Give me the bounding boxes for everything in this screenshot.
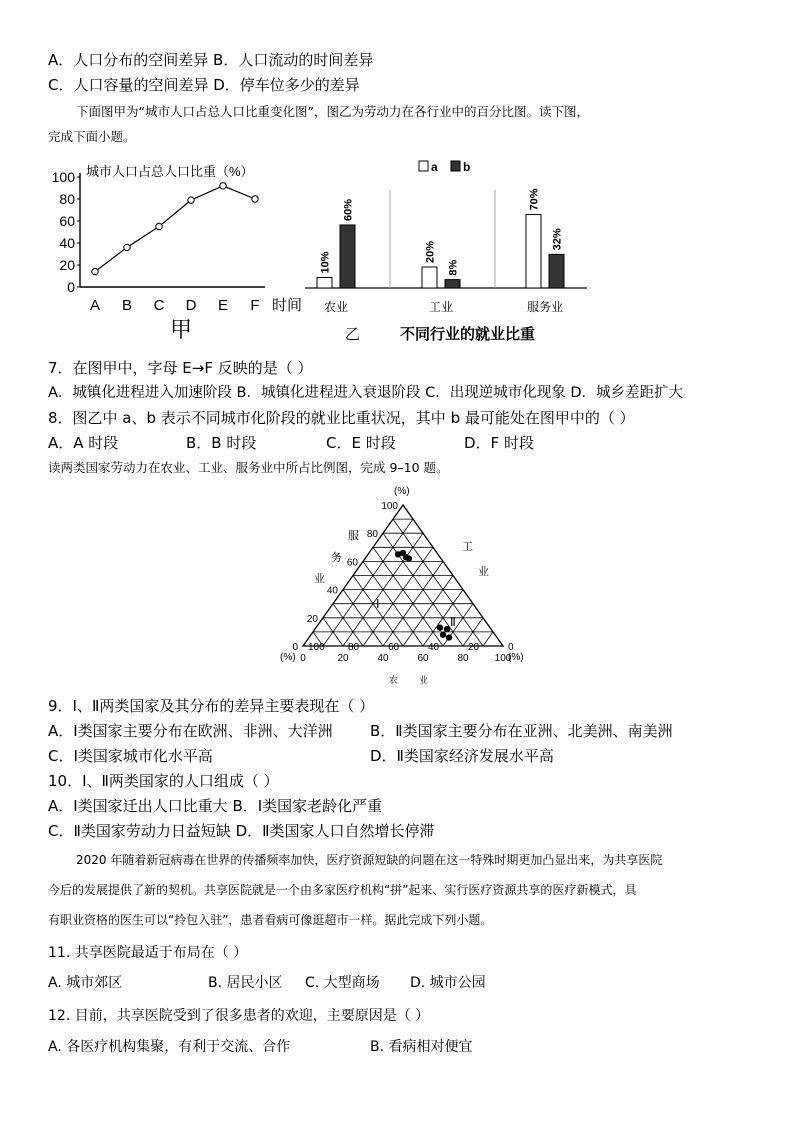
chart-jia-ytick-label: 60 <box>59 213 75 229</box>
chart-jia-label: 甲 <box>170 317 193 342</box>
legend-a-label: a <box>431 160 438 174</box>
ternary-tick-left: 80 <box>366 529 378 541</box>
q9-option-b: B．Ⅱ类国家主要分布在亚洲、北美洲、南美洲 <box>370 722 673 740</box>
q6-options-line2: C．人口容量的空间差异 D．停车位多少的差异 <box>48 76 360 94</box>
ternary-grid-line <box>363 547 433 646</box>
chart-jia-ytick-label: 100 <box>51 169 75 185</box>
q11-option-d: D. 城市公园 <box>410 975 486 991</box>
q9-option-a: A．Ⅰ类国家主要分布在欧洲、非洲、大洋洲 <box>48 722 333 740</box>
q8-stem: 8．图乙中 a、b 表示不同城市化阶段的就业比重状况，其中 b 最可能处在图甲中的（ ） <box>48 409 635 427</box>
ternary-tick-left: 40 <box>326 585 338 597</box>
ternary-axis-name-industry: 工 <box>462 541 473 553</box>
q12-stem: 12. 目前，共享医院受到了很多患者的欢迎，主要原因是（ ） <box>48 1008 430 1024</box>
chart-jia-xlabel: 时间 <box>272 297 303 314</box>
chart-yi-bar-value-label: 8% <box>447 259 460 276</box>
chart-jia-ytick-label: 20 <box>59 257 75 273</box>
q9-option-d: D．Ⅱ类国家经济发展水平高 <box>370 747 554 765</box>
q8-option-d: D．F 时段 <box>464 434 534 452</box>
chart-jia-xtick-label: C <box>153 297 165 314</box>
chart-yi-label: 乙 <box>345 326 361 343</box>
chart-jia-point <box>252 196 258 202</box>
chart-yi-bar-value-label: 60% <box>342 198 355 221</box>
ternary-axis-name-agriculture: 业 <box>419 675 429 685</box>
q8-option-a: A．A 时段 <box>48 434 119 452</box>
chart-jia-ytick-label: 0 <box>67 279 75 295</box>
q6-options-line1: A．人口分布的空间差异 B．人口流动的时间差异 <box>48 51 374 69</box>
ternary-axis-name-agriculture: 农 <box>389 675 399 685</box>
chart-yi-category-label: 工业 <box>428 300 454 314</box>
ternary-tick-bottom: 40 <box>377 653 389 664</box>
chart-yi-bar-a <box>422 267 437 288</box>
q12-option-a: A. 各医疗机构集聚，有利于交流、合作 <box>48 1039 291 1055</box>
ternary-tick-left: 20 <box>306 613 318 625</box>
ternary-point-group-2 <box>440 632 446 638</box>
ternary-grid-line <box>333 604 363 646</box>
q10-options-line2: C．Ⅱ类国家劳动力日益短缺 D．Ⅱ类国家人口自然增长停滞 <box>48 822 435 840</box>
chart-jia-point <box>92 268 98 274</box>
ternary-tick-bottom: 100 <box>494 653 512 664</box>
ternary-tick-bottom: 80 <box>457 653 469 664</box>
legend-b-label: b <box>463 160 471 174</box>
chart-yi-title: 不同行业的就业比重 <box>400 326 536 343</box>
chart-jia-point <box>124 244 130 250</box>
q9-stem: 9．Ⅰ、Ⅱ两类国家及其分布的差异主要表现在（ ） <box>48 697 375 715</box>
q10-stem: 10．Ⅰ、Ⅱ两类国家的人口组成（ ） <box>48 772 279 790</box>
ternary-diagram <box>270 478 540 686</box>
chart-jia-point <box>188 197 194 203</box>
chart-yi-bar-value-label: 32% <box>551 228 564 251</box>
chart-jia-xtick-label: E <box>217 297 229 314</box>
ternary-tick-left: 0 <box>292 642 298 653</box>
chart-yi-bar-value-label: 20% <box>424 240 437 263</box>
intro-7-8-line1: 下面图甲为“城市人口占总人口比重变化图”，图乙为劳动力在各行业中的百分比图。读下图， <box>76 104 589 119</box>
chart-jia-ytick-label: 80 <box>59 191 75 207</box>
ternary-tick-right: 40 <box>428 642 440 653</box>
chart-yi-category-label: 服务业 <box>526 300 564 314</box>
chart-yi-bar-a <box>317 278 332 289</box>
ternary-tick-right: 20 <box>468 642 480 653</box>
q11-option-c: C. 大型商场 <box>305 975 380 991</box>
q9-option-c: C．Ⅰ类国家城市化水平高 <box>48 747 213 765</box>
ternary-axis-name-services: 服 <box>348 530 359 542</box>
ternary-tick-left: 100 <box>381 501 398 512</box>
q11-option-b: B. 居民小区 <box>208 975 283 991</box>
chart-jia-ytick-label: 40 <box>59 235 75 251</box>
chart-jia-line <box>40 155 310 345</box>
q12-option-b: B. 看病相对便宜 <box>370 1039 473 1055</box>
ternary-point-group-2 <box>446 634 452 640</box>
chart-jia-xtick-label: D <box>185 297 197 314</box>
q11-stem: 11. 共享医院最适于布局在（ ） <box>48 945 248 961</box>
ternary-grid-line <box>483 632 493 646</box>
chart-yi-bar-b <box>549 254 564 288</box>
ternary-tick-right: 100 <box>308 642 325 653</box>
q8-option-c: C．E 时段 <box>326 434 396 452</box>
ternary-tick-right: 0 <box>508 642 514 653</box>
intro-11-12-line3: 有职业资格的医生可以“拎包入驻”，患者看病可像逛超市一样。据此完成下列小题。 <box>48 913 493 927</box>
chart-jia-title: 城市人口占总人口比重（%） <box>86 164 254 179</box>
ternary-grid-line <box>373 547 443 646</box>
chart-jia-xtick-label: A <box>89 297 101 314</box>
ternary-tick-right: 80 <box>348 642 360 653</box>
q10-options-line1: A．Ⅰ类国家迁出人口比重大 B．Ⅰ类国家老龄化严重 <box>48 797 383 815</box>
intro-11-12-line2: 今后的发展提供了新的契机。共享医院就是一个由多家医疗机构“拼”起来、实行医疗资源共享的医疗新模式，具 <box>48 883 637 897</box>
chart-yi-legend <box>419 160 470 174</box>
q7-options: A．城镇化进程进入加速阶段 B．城镇化进程进入衰退阶段 C．出现逆城市化现象 D．城乡差距扩大 <box>48 385 683 401</box>
ternary-right-unit: (%) <box>508 652 524 663</box>
ternary-tick-bottom: 20 <box>337 653 349 664</box>
ternary-top-unit: (%) <box>394 486 410 497</box>
ternary-group-2-label: Ⅱ <box>450 615 456 629</box>
ternary-point-group-1 <box>406 555 412 561</box>
chart-jia-point <box>156 223 162 229</box>
ternary-left-unit: (%) <box>280 652 296 663</box>
intro-11-12-line1: 2020 年随着新冠病毒在世界的传播频率加快，医疗资源短缺的问题在这一特殊时期更加凸显出来，为共享医院 <box>76 853 663 867</box>
q11-option-a: A. 城市郊区 <box>48 975 123 991</box>
q8-option-b: B．B 时段 <box>186 434 257 452</box>
chart-yi-bar-value-label: 70% <box>528 188 541 211</box>
ternary-axis-name-industry: 业 <box>478 566 489 578</box>
q7-stem: 7．在图甲中，字母 E→F 反映的是（ ） <box>48 359 313 377</box>
chart-yi-bar-a <box>526 215 541 289</box>
chart-yi-bar <box>305 155 595 347</box>
ternary-tick-bottom: 60 <box>417 653 429 664</box>
intro-9-10: 读两类国家劳动力在农业、工业、服务业中所占比例图，完成 9–10 题。 <box>48 460 449 475</box>
ternary-point-group-2 <box>437 624 443 630</box>
chart-yi-bar-value-label: 10% <box>319 251 332 274</box>
legend-b-swatch <box>451 161 460 171</box>
ternary-axis-name-services: 务 <box>331 552 342 564</box>
ternary-tick-bottom: 0 <box>300 653 306 664</box>
chart-yi-bar-b <box>445 280 460 288</box>
intro-7-8-line2: 完成下面小题。 <box>48 129 136 144</box>
chart-jia-xtick-label: B <box>121 297 133 314</box>
chart-jia-xtick-label: F <box>250 297 260 314</box>
ternary-axis-name-services: 业 <box>314 573 325 585</box>
legend-a-swatch <box>419 161 428 171</box>
chart-jia-point <box>220 183 226 189</box>
ternary-tick-left: 60 <box>346 557 358 569</box>
chart-yi-bar-b <box>340 225 355 288</box>
chart-yi-category-label: 农业 <box>323 300 349 314</box>
ternary-tick-right: 60 <box>388 642 400 653</box>
chart-jia-series-line <box>95 186 255 272</box>
ternary-group-1-label: Ⅰ <box>376 597 380 611</box>
